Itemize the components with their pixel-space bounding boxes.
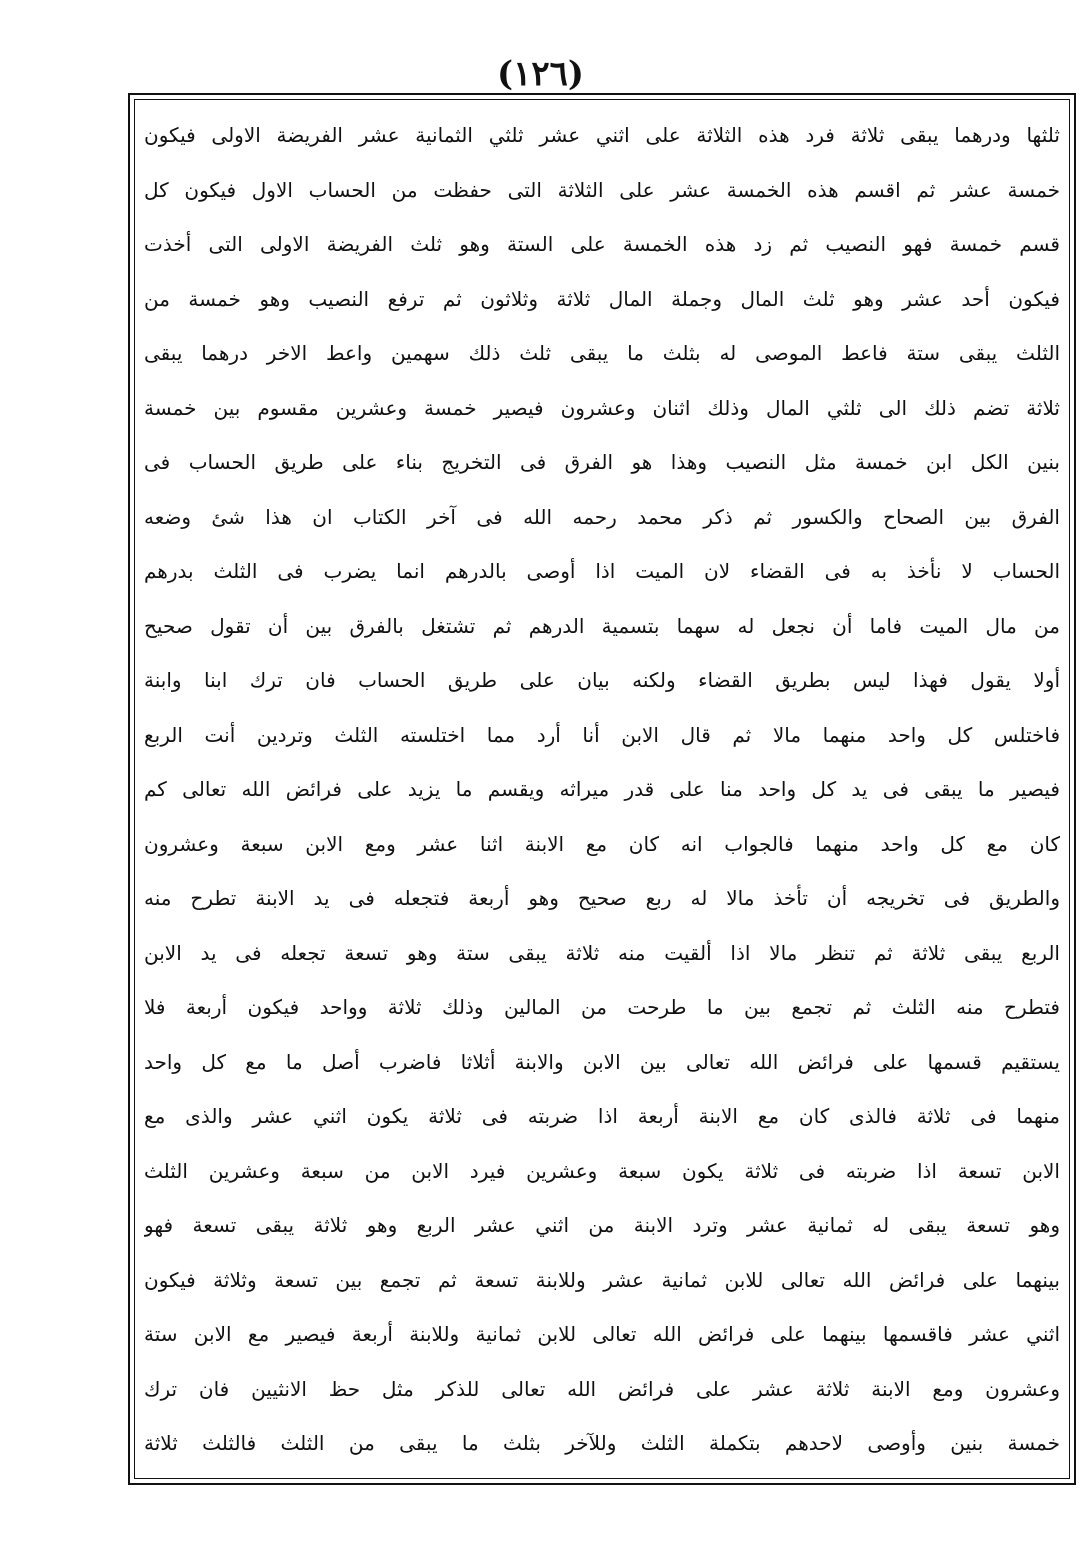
text-line: خمسة بنين وأوصى لاحدهم بتكملة الثلث وللآخر بثلث ما يبقى من الثلث فالثلث ثلاثة	[144, 1431, 1060, 1455]
text-line: الربع يبقى ثلاثة ثم تنظر مالا اذا ألقيت منه ثلاثة يبقى ستة وهو تسعة تجعله فى يد الابن	[144, 940, 1060, 965]
text-body	[144, 109, 1060, 1469]
text-line: من مال الميت فاما أن نجعل له سهما بتسمية الدرهم ثم تشتغل بالفرق بين أن تقول صحيح	[144, 613, 1060, 638]
text-line: فتطرح منه الثلث ثم تجمع بين ما طرحت من المالين وذلك ثلاثة وواحد فيكون أربعة فلا	[144, 995, 1060, 1019]
text-line: الفرق بين الصحاح والكسور ثم ذكر محمد رحمه الله فى آخر الكتاب ان هذا شئ وضعه	[144, 504, 1060, 529]
text-line: فاختلس كل واحد منهما مالا ثم قال الابن أنا أرد مما اختلسته الثلث وتردين أنت الربع	[144, 722, 1060, 747]
text-line: أولا يقول فهذا ليس بطريق القضاء ولكنه بيان على طريق الحساب فان ترك ابنا وابنة	[144, 668, 1060, 692]
text-line: منهما فى ثلاثة فالذى كان مع الابنة أربعة اذا ضربته فى ثلاثة يكون اثني عشر والذى مع	[144, 1104, 1060, 1128]
text-line: وهو تسعة يبقى له ثمانية عشر وترد الابنة من اثني عشر الربع وهو ثلاثة يبقى تسعة فهو	[144, 1213, 1060, 1237]
page-number: (١٢٦)	[497, 54, 584, 94]
text-line: ثلاثة تضم ذلك الى ثلثي المال وذلك اثنان وعشرون فيصير خمسة وعشرين مقسوم بين خمسة	[144, 395, 1060, 420]
text-line: بنين الكل ابن خمسة مثل النصيب وهذا هو الفرق فى التخريج بناء على طريق الحساب فى	[144, 450, 1060, 474]
text-frame	[128, 93, 1076, 1485]
text-line: خمسة عشر ثم اقسم هذه الخمسة عشر على الثلاثة التى حفظت من الحساب الاول فيكون كل	[144, 177, 1060, 202]
text-line: كان مع كل واحد منهما فالجواب انه كان مع الابنة اثنا عشر ومع الابن سبعة وعشرون	[144, 831, 1060, 856]
text-line: فيصير ما يبقى فى يد كل واحد منا على قدر ميراثه ويقسم ما يزيد على فرائض الله تعالى كم	[144, 777, 1060, 801]
text-line: الابن تسعة اذا ضربته فى ثلاثة يكون سبعة وعشرين فيرد الابن من سبعة وعشرين الثلث	[144, 1158, 1060, 1183]
text-line: بينهما على فرائض الله تعالى للابن ثمانية عشر وللابنة تسعة ثم تجمع بين تسعة وثلاثة فيكون	[144, 1267, 1060, 1292]
text-line: اثني عشر فاقسمها بينهما على فرائض الله تعالى للابن ثمانية وللابنة أربعة فيصير مع الابن ستة	[144, 1322, 1060, 1346]
text-line: ثلثها ودرهما يبقى ثلاثة فرد هذه الثلاثة على اثني عشر ثلثي الثمانية عشر الفريضة الاولى فيكون	[144, 123, 1060, 147]
text-line: فيكون أحد عشر وهو ثلث المال وجملة المال ثلاثة وثلاثون ثم ترفع النصيب وهو خمسة من	[144, 286, 1060, 311]
text-line: قسم خمسة فهو النصيب ثم زد هذه الخمسة على الستة وهو ثلث الفريضة الاولى التى أخذت	[144, 232, 1060, 256]
text-line: الحساب لا نأخذ به فى القضاء لان الميت اذا أوصى بالدرهم انما يضرب فى الثلث بدرهم	[144, 559, 1060, 583]
text-line: الثلث يبقى ستة فاعط الموصى له بثلث ما يبقى ثلث ذلك سهمين واعط الاخر درهما يبقى	[144, 341, 1060, 365]
text-line: وعشرون ومع الابنة ثلاثة عشر على فرائض الله تعالى للذكر مثل حظ الانثيين فان ترك	[144, 1376, 1060, 1401]
text-line: يستقيم قسمها على فرائض الله تعالى بين الابن والابنة أثلاثا فاضرب أصل ما مع كل واحد	[144, 1049, 1060, 1074]
text-line: والطريق فى تخريجه أن تأخذ مالا له ربع صحيح وهو أربعة فتجعله فى يد الابنة تطرح منه	[144, 886, 1060, 910]
